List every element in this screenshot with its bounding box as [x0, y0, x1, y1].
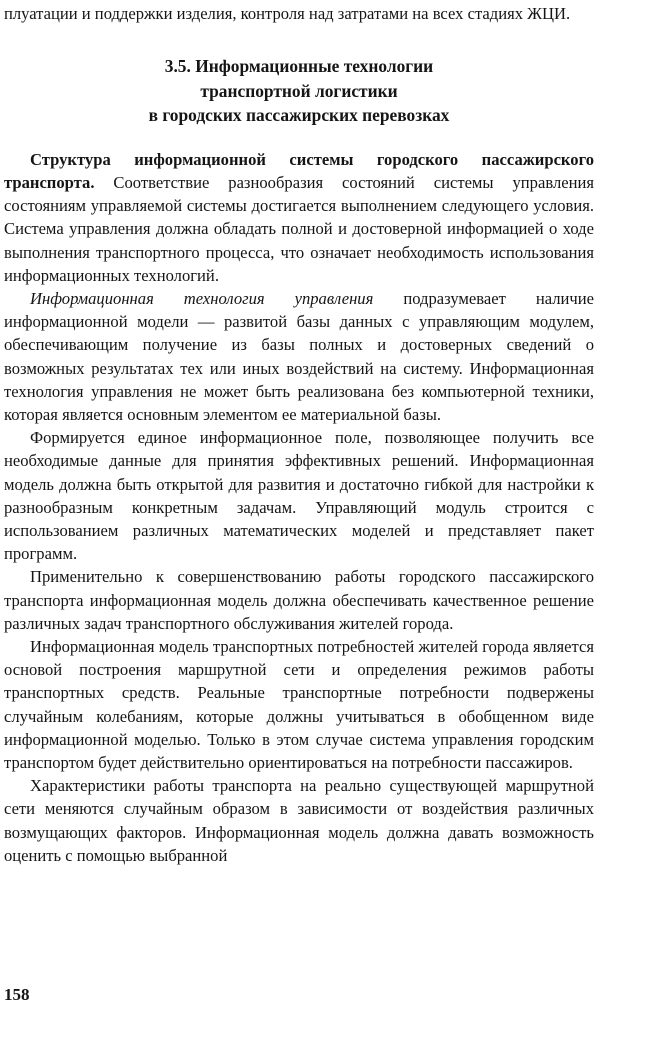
section-heading-line-2: транспортной логистики: [200, 80, 398, 101]
paragraph-it-management: [4, 287, 594, 426]
paragraph-lead-heading: Структура информационной системы городского пассажирского транспорта.: [4, 149, 594, 192]
paragraph-route-network: Характеристики работы транспорта на реально существующей маршрутной сети меняются случайным образом в зависимости от воздействия различных возмущающих факторов. Информационная модель должна давать возможность оценить с помощью выбранной: [4, 776, 594, 865]
section-heading-line-3: в городских пассажирских перевозках: [148, 105, 450, 126]
paragraph-structure: [4, 148, 594, 287]
paragraph-lead-term: Информационная технология управления: [30, 288, 374, 308]
paragraph-body: Соответствие разнообразия состояний системы управления состояниям управляемой системы достигается выполнением следующего условия. Система управления должна обладать полной и достоверной информацией о ходе выполнения транспортного процесса, что означает необходимость использования информационных технологий.: [4, 172, 594, 285]
section-heading: [4, 54, 594, 128]
carryover-text: плуатации и поддержки изделия, контроля над затратами на всех стадиях ЖЦИ.: [4, 4, 571, 23]
page-number: 158: [4, 985, 30, 1004]
paragraph-body: подразумевает наличие информационной модели — развитой базы данных с управляющим модулем, обеспечивающим получение из базы полных и достоверных сведений о возможных результатах тех или иных воздействий на систему. Информационная технология управления не может быть реализована без компьютерной техники, которая является основным элементом ее материальной базы.: [4, 288, 594, 424]
paragraph-transport-needs: Информационная модель транспортных потребностей жителей города является основой построения маршрутной сети и определения режимов работы транспортных средств. Реальные транспортные потребности подвержены случайным колебаниям, которые должны учитываться в обобщенном виде информационной моделью. Только в этом случае система управления городским транспортом будет действительно ориентироваться на потребности пассажиров.: [4, 636, 594, 772]
paragraph-passenger-transport: Применительно к совершенствованию работы городского пассажирского транспорта информационная модель должна обеспечивать качественное решение различных задач транспортного обслуживания жителей города.: [4, 567, 594, 633]
section-heading-line-1: 3.5. Информационные технологии: [164, 56, 434, 77]
paragraph-information-field: Формируется единое информационное поле, позволяющее получить все необходимые данные для принятия эффективных решений. Информационная модель должна быть открытой для развития и достаточно гибкой для настройки к разнообразным конкретным задачам. Управляющий модуль строится с использованием различных математических моделей и представляет пакет программ.: [4, 428, 594, 564]
book-page: [4, 2, 594, 867]
